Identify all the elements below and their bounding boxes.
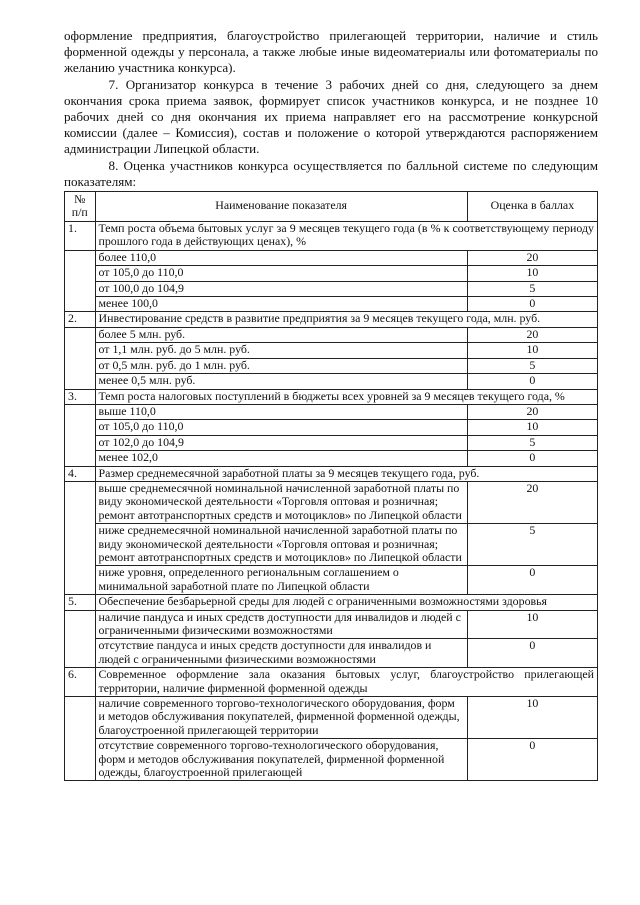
criterion-label: наличие пандуса и иных средств доступности для инвалидов и людей с ограниченными физическими возможностями	[95, 610, 467, 639]
criterion-label: ниже среднемесячной номинальной начисленной заработной платы по виду экономической деятельности «Торговля оптовая и розничная; ремонт автотранспортных средств и мотоциклов» по Липецкой области	[95, 524, 467, 566]
criterion-label: менее 102,0	[95, 451, 467, 466]
header-num: № п/п	[65, 192, 96, 222]
section-title: Темп роста объема бытовых услуг за 9 месяцев текущего года (в % к соответствующему периоду прошлого года в действующих ценах), %	[95, 222, 598, 251]
table-header-row	[65, 192, 598, 222]
table-row	[65, 435, 598, 450]
criterion-score: 10	[467, 266, 597, 281]
criterion-score: 0	[467, 451, 597, 466]
criterion-score: 10	[467, 610, 597, 639]
criterion-label: более 5 млн. руб.	[95, 327, 467, 342]
section-row	[65, 595, 598, 610]
table-row	[65, 481, 598, 523]
criterion-score: 20	[467, 250, 597, 265]
table-row	[65, 297, 598, 312]
document-page	[64, 28, 598, 781]
criterion-score: 10	[467, 420, 597, 435]
section-title: Инвестирование средств в развитие предприятия за 9 месяцев текущего года, млн. руб.	[95, 312, 598, 327]
paragraph-8: 8. Оценка участников конкурса осуществляется по балльной системе по следующим показателям:	[64, 157, 598, 189]
criterion-label: отсутствие пандуса и иных средств доступности для инвалидов и людей с ограниченными физическими возможностями	[95, 639, 467, 668]
paragraph-continuation: оформление предприятия, благоустройство прилегающей территории, наличие и стиль форменной одежды у персонала, а также любые иные видеоматериалы или фотоматериалы по желанию участника конкурса).	[64, 28, 598, 76]
criterion-score: 0	[467, 566, 597, 595]
table-row	[65, 451, 598, 466]
table-row	[65, 697, 598, 739]
paragraph-7: 7. Организатор конкурса в течение 3 рабочих дней со дня, следующего за днем окончания срока приема заявок, формирует список участников конкурса, и не позднее 10 рабочих дней со дня окончания их приема направляет его на рассмотрение конкурсной комиссии (далее – Комиссия), состав и положение о которой утверждаются распоряжением администрации Липецкой области.	[64, 76, 598, 157]
section-title: Размер среднемесячной заработной платы за 9 месяцев текущего года, руб.	[95, 466, 598, 481]
criterion-score: 20	[467, 404, 597, 419]
table-row	[65, 566, 598, 595]
criterion-label: от 0,5 млн. руб. до 1 млн. руб.	[95, 358, 467, 373]
criterion-score: 5	[467, 435, 597, 450]
criterion-label: наличие современного торгово-технологического оборудования, форм и методов обслуживания покупателей, фирменной форменной одежды, благоустроенной прилегающей территории	[95, 697, 467, 739]
empty-cell	[65, 327, 96, 389]
criterion-label: более 110,0	[95, 250, 467, 265]
section-number: 5.	[65, 595, 96, 610]
empty-cell	[65, 250, 96, 312]
criterion-label: от 105,0 до 110,0	[95, 266, 467, 281]
criteria-table	[64, 191, 598, 781]
criterion-label: от 105,0 до 110,0	[95, 420, 467, 435]
empty-cell	[65, 697, 96, 781]
criterion-label: менее 0,5 млн. руб.	[95, 374, 467, 389]
criterion-label: выше среднемесячной номинальной начисленной заработной платы по виду экономической деятельности «Торговля оптовая и розничная; ремонт автотранспортных средств и мотоциклов» по Липецкой области	[95, 481, 467, 523]
criterion-label: от 102,0 до 104,9	[95, 435, 467, 450]
section-title: Обеспечение безбарьерной среды для людей с ограниченными возможностями здоровья	[95, 595, 598, 610]
table-row	[65, 610, 598, 639]
table-row	[65, 639, 598, 668]
criterion-label: ниже уровня, определенного региональным соглашением о минимальной заработной плате по Липецкой области	[95, 566, 467, 595]
empty-cell	[65, 404, 96, 466]
table-row	[65, 250, 598, 265]
criterion-score: 5	[467, 524, 597, 566]
empty-cell	[65, 610, 96, 668]
section-row	[65, 466, 598, 481]
criterion-score: 0	[467, 639, 597, 668]
criterion-score: 0	[467, 374, 597, 389]
table-row	[65, 420, 598, 435]
criterion-score: 0	[467, 739, 597, 781]
section-number: 2.	[65, 312, 96, 327]
section-number: 1.	[65, 222, 96, 251]
table-row	[65, 281, 598, 296]
table-row	[65, 524, 598, 566]
section-row	[65, 389, 598, 404]
table-row	[65, 266, 598, 281]
criterion-score: 20	[467, 327, 597, 342]
section-row	[65, 222, 598, 251]
criterion-label: от 1,1 млн. руб. до 5 млн. руб.	[95, 343, 467, 358]
table-row	[65, 374, 598, 389]
criterion-label: отсутствие современного торгово-технологического оборудования, форм и методов обслуживания покупателей, фирменной форменной одежды, благоустроенной прилегающей	[95, 739, 467, 781]
criterion-score: 0	[467, 297, 597, 312]
criterion-label: выше 110,0	[95, 404, 467, 419]
criterion-score: 20	[467, 481, 597, 523]
section-number: 6.	[65, 668, 96, 697]
criterion-label: от 100,0 до 104,9	[95, 281, 467, 296]
criterion-score: 5	[467, 358, 597, 373]
section-row	[65, 312, 598, 327]
section-number: 4.	[65, 466, 96, 481]
table-row	[65, 327, 598, 342]
table-row	[65, 343, 598, 358]
criterion-score: 10	[467, 343, 597, 358]
table-body	[65, 222, 598, 781]
criterion-label: менее 100,0	[95, 297, 467, 312]
header-score: Оценка в баллах	[467, 192, 597, 222]
criterion-score: 10	[467, 697, 597, 739]
section-title: Современное оформление зала оказания бытовых услуг, благоустройство прилегающей территории, наличие фирменной форменной одежды	[95, 668, 598, 697]
table-row	[65, 358, 598, 373]
section-number: 3.	[65, 389, 96, 404]
section-row	[65, 668, 598, 697]
empty-cell	[65, 481, 96, 594]
criterion-score: 5	[467, 281, 597, 296]
table-row	[65, 404, 598, 419]
header-name: Наименование показателя	[95, 192, 467, 222]
table-row	[65, 739, 598, 781]
section-title: Темп роста налоговых поступлений в бюджеты всех уровней за 9 месяцев текущего года, %	[95, 389, 598, 404]
